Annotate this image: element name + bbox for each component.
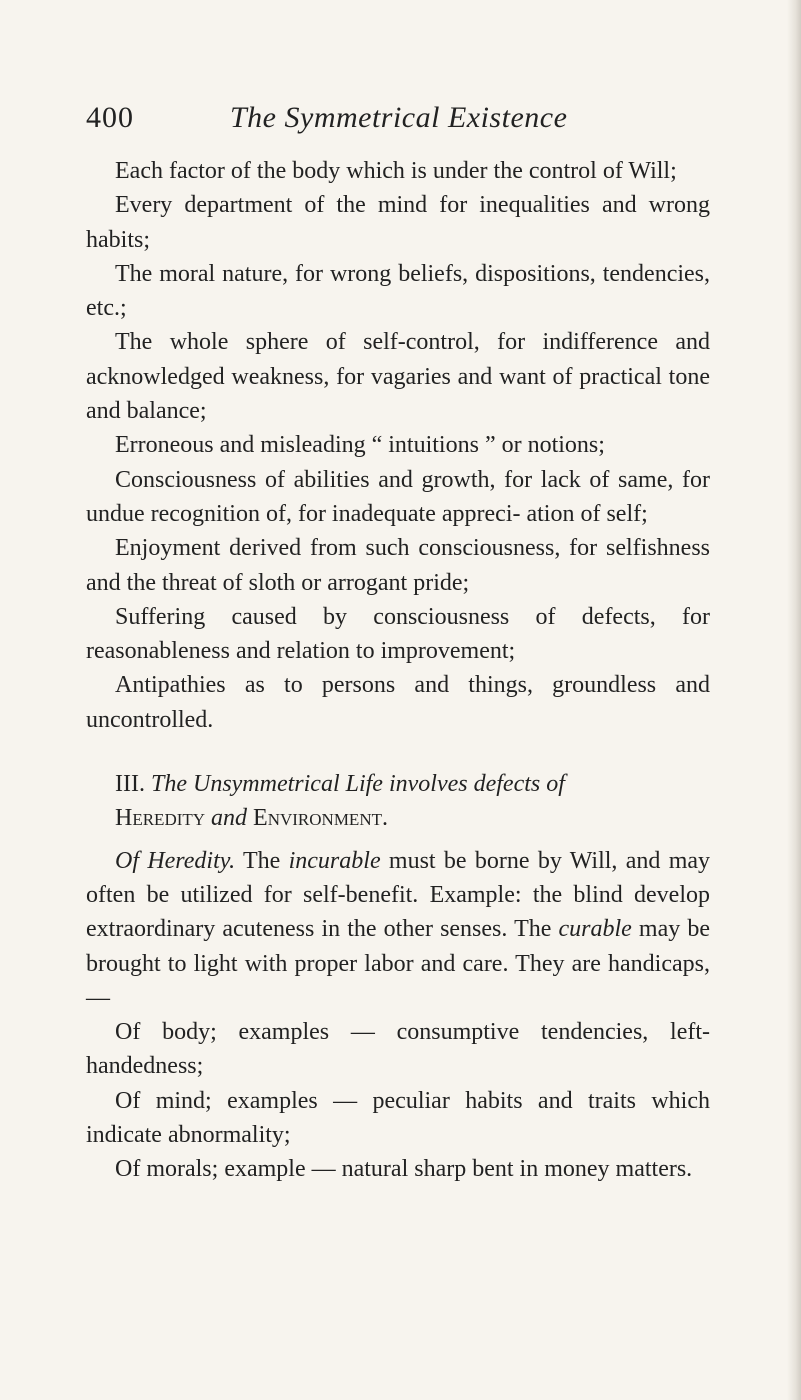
heredity-curable: curable (558, 916, 632, 943)
heredity-text-2: must be borne by Will, and may often be utilized for self-benefit. Example: the blind develop extraordinary acuteness in the other senses. The (86, 847, 711, 943)
example-item: Of morals; example — natural sharp bent in money matters. (115, 1156, 693, 1183)
list-item: The moral nature, for wrong beliefs, dispositions, tendencies, etc.; (86, 260, 710, 322)
section-heading (86, 767, 710, 836)
section-number: III. (115, 771, 145, 798)
list-item: Enjoyment derived from such consciousness, for selfishness and the threat of sloth or arrogant pride; (86, 535, 710, 596)
section-spacer (86, 737, 710, 767)
list-item: Every department of the mind for inequalities and wrong habits; (86, 192, 710, 253)
page-number: 400 (86, 101, 134, 134)
section-subtitle-environment: Environment. (253, 805, 388, 832)
list-item: The whole sphere of self-control, for indifference and acknowledged weakness, for vagaries and want of practical tone and balance; (86, 329, 710, 425)
section-subtitle-and: and (211, 805, 248, 832)
heredity-lead: Of Heredity. (115, 847, 236, 874)
section-title: The Unsymmetrical Life involves defects of (150, 771, 565, 798)
paragraph-spacer (86, 836, 710, 844)
heredity-paragraph (86, 844, 710, 1015)
example-item: Of mind; examples — peculiar habits and traits which indicate abnormality; (86, 1087, 710, 1149)
page-edge-shadow (787, 0, 801, 1400)
list-item: Consciousness of abilities and growth, for lack of same, for undue recognition of, for inadequate appreci- ation of self; (86, 466, 710, 527)
example-item: Of body; examples — consumptive tendencies, left- handedness; (86, 1019, 710, 1080)
list-item: Each factor of the body which is under the control of Will; (115, 158, 677, 184)
section-subtitle-heredity: Heredity (115, 805, 206, 832)
list-item: Antipathies as to persons and things, groundless and uncontrolled. (86, 672, 710, 733)
heredity-text-3: may be brought to light with proper labor and care. They are handicaps,— (86, 916, 711, 1011)
list-item: Erroneous and misleading “ intuitions ” or notions; (115, 432, 605, 459)
heredity-text-1: The (242, 847, 281, 874)
heredity-incurable: incurable (288, 847, 381, 874)
page-body (86, 154, 710, 1187)
list-item: Suffering caused by consciousness of defects, for reasonableness and relation to improvement; (86, 603, 710, 665)
section-subtitle (86, 801, 710, 835)
page-header (86, 96, 705, 140)
running-title: The Symmetrical Existence (230, 101, 568, 134)
